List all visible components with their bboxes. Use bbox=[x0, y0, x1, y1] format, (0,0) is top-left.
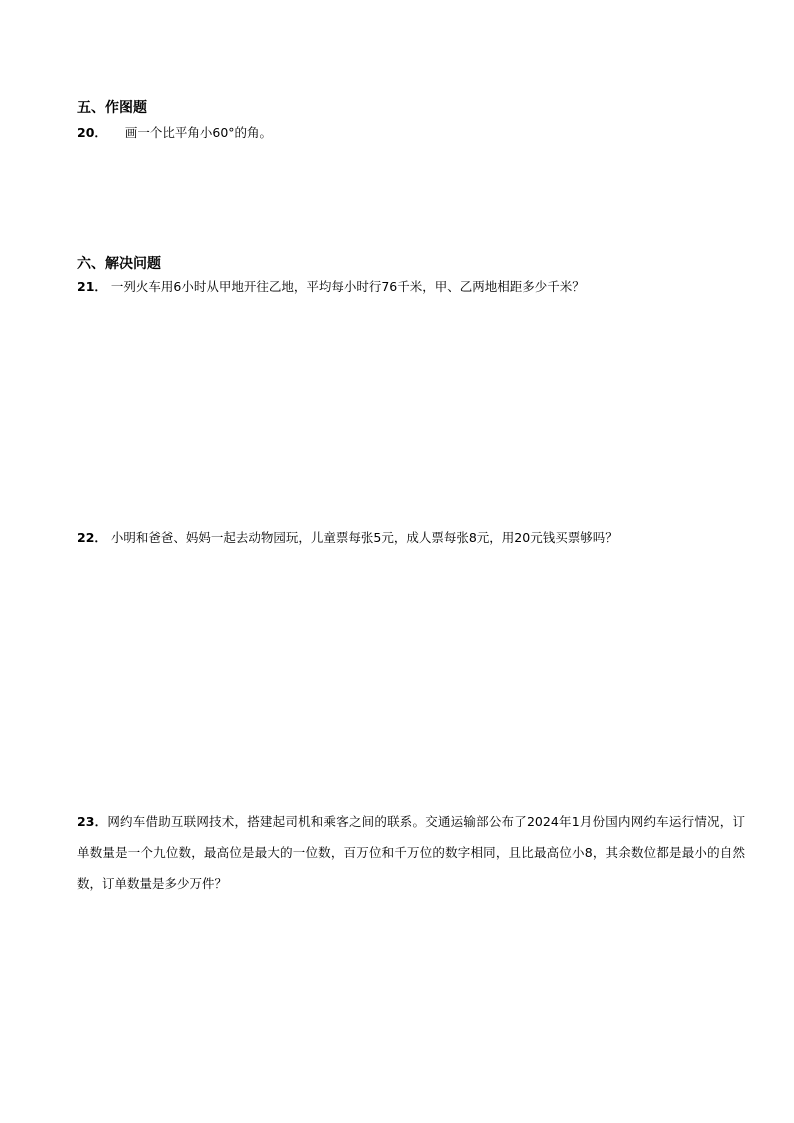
question-20 bbox=[77, 124, 272, 142]
question-22 bbox=[77, 529, 618, 547]
question-number: 23． bbox=[77, 814, 108, 829]
section-title-drawing: 五、作图题 bbox=[77, 100, 147, 116]
section-title-problem-solving: 六、解决问题 bbox=[77, 256, 161, 272]
question-number: 20． bbox=[77, 125, 107, 140]
question-23 bbox=[77, 806, 745, 899]
question-21 bbox=[77, 278, 585, 296]
question-text: 网约车借助互联网技术，搭建起司机和乘客之间的联系。交通运输部公布了2024年1月份国内网约车运行情况，订单数量是一个九位数，最高位是最大的一位数，百万位和千万位的数字相同，且比最高位小8，其余数位都是最小的自然数，订单数量是多少万件？ bbox=[77, 814, 745, 891]
question-text: 小明和爸爸、妈妈一起去动物园玩，儿童票每张5元，成人票每张8元，用20元钱买票够吗？ bbox=[110, 530, 618, 545]
question-text: 画一个比平角小60°的角。 bbox=[124, 125, 273, 140]
question-text: 一列火车用6小时从甲地开往乙地，平均每小时行76千米，甲、乙两地相距多少千米？ bbox=[110, 279, 585, 294]
question-number: 21． bbox=[77, 279, 107, 294]
question-number: 22． bbox=[77, 530, 107, 545]
